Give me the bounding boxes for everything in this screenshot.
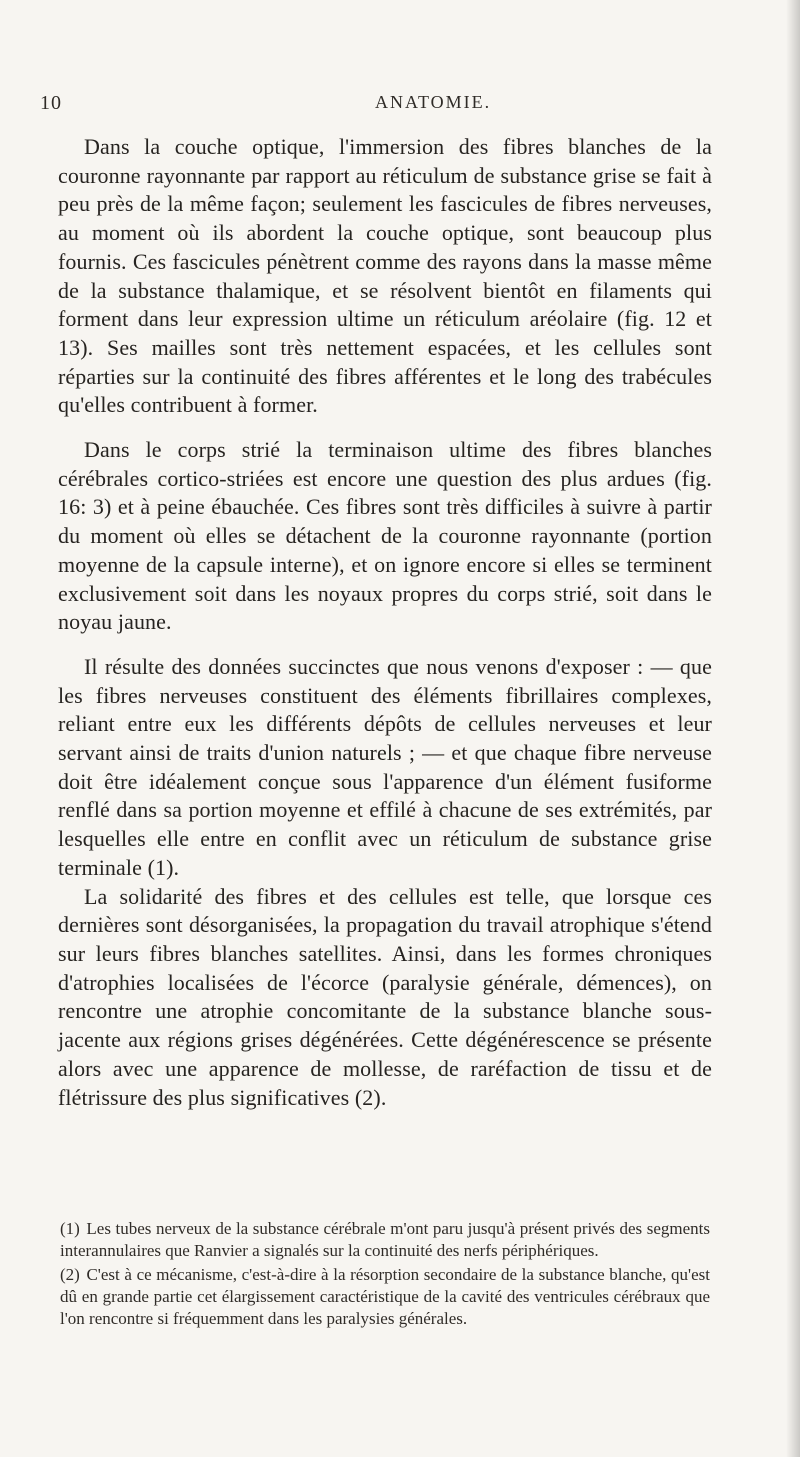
footnotes	[60, 1218, 710, 1332]
footnote-1	[60, 1218, 710, 1262]
page-number: 10	[40, 92, 62, 114]
body-text	[58, 133, 712, 1112]
page-edge-shadow	[786, 0, 800, 1457]
paragraph-couche-optique: Dans la couche optique, l'immersion des fibres blanches de la couronne rayonnante par rapport au réticulum de substance grise se fait à peu près de la même façon; seulement les fascicules de fibres nerveuses, au moment où ils abordent la couche optique, sont beaucoup plus fournis. Ces fascicules pénètrent comme des rayons dans la masse même de la substance thalamique, et se résolvent bientôt en filaments qui forment dans leur expression ultime un réticulum aréolaire (fig. 12 et 13). Ses mailles sont très nettement espacées, et les cellules sont réparties sur la continuité des fibres afférentes et le long des trabécules qu'elles contribuent à former.	[58, 134, 712, 418]
paragraph-fibres-nerveuses: Il résulte des données succinctes que nous venons d'exposer : — que les fibres nerveuses constituent des éléments fibrillaires complexes, reliant entre eux les différents dépôts de cellules nerveuses et leur servant ainsi de traits d'union naturels ; — et que chaque fibre nerveuse doit être idéalement conçue sous l'apparence d'un élément fusiforme renflé dans sa portion moyenne et effilé à chacune de ses extrémités, par lesquelles elle entre en conflit avec un réticulum de substance grise terminale (1).	[58, 653, 712, 880]
footnote-mark: (1)	[60, 1219, 80, 1238]
paragraph-solidarite: La solidarité des fibres et des cellules est telle, que lorsque ces dernières sont désorganisées, la propagation du travail atrophique s'étend sur leurs fibres blanches satellites. Ainsi, dans les formes chroniques d'atrophies localisées de l'écorce (paralysie générale, démences), on rencontre une atrophie concomitante de la substance blanche sous-jacente aux régions grises dégénérées. Cette dégénérescence se présente alors avec une apparence de mollesse, de raréfaction de tissu et de flétrissure des plus significatives (2).	[58, 883, 712, 1110]
running-title: ANATOMIE.	[375, 92, 492, 112]
paragraph-corps-strie: Dans le corps strié la terminaison ultime des fibres blanches cérébrales cortico-striées est encore une question des plus ardues (fig. 16: 3) et à peine ébauchée. Ces fibres sont très difficiles à suivre à partir du moment où elles se détachent de la couronne rayonnante (portion moyenne de la capsule interne), et on ignore encore si elles se terminent exclusivement soit dans les noyaux propres du corps strié, soit dans le noyau jaune.	[58, 437, 712, 635]
page-header	[40, 92, 760, 116]
footnote-text: C'est à ce mécanisme, c'est-à-dire à la résorption secondaire de la substance blanche, qu'est dû en grande partie cet élargissement caractéristique de la cavité des ventricules cérébraux que l'on rencontre si fréquemment dans les paralysies générales.	[60, 1265, 710, 1328]
footnote-mark: (2)	[60, 1265, 80, 1284]
footnote-2	[60, 1264, 710, 1330]
footnote-text: Les tubes nerveux de la substance cérébrale m'ont paru jusqu'à présent privés des segments interannulaires que Ranvier a signalés sur la continuité des nerfs périphériques.	[60, 1219, 710, 1260]
